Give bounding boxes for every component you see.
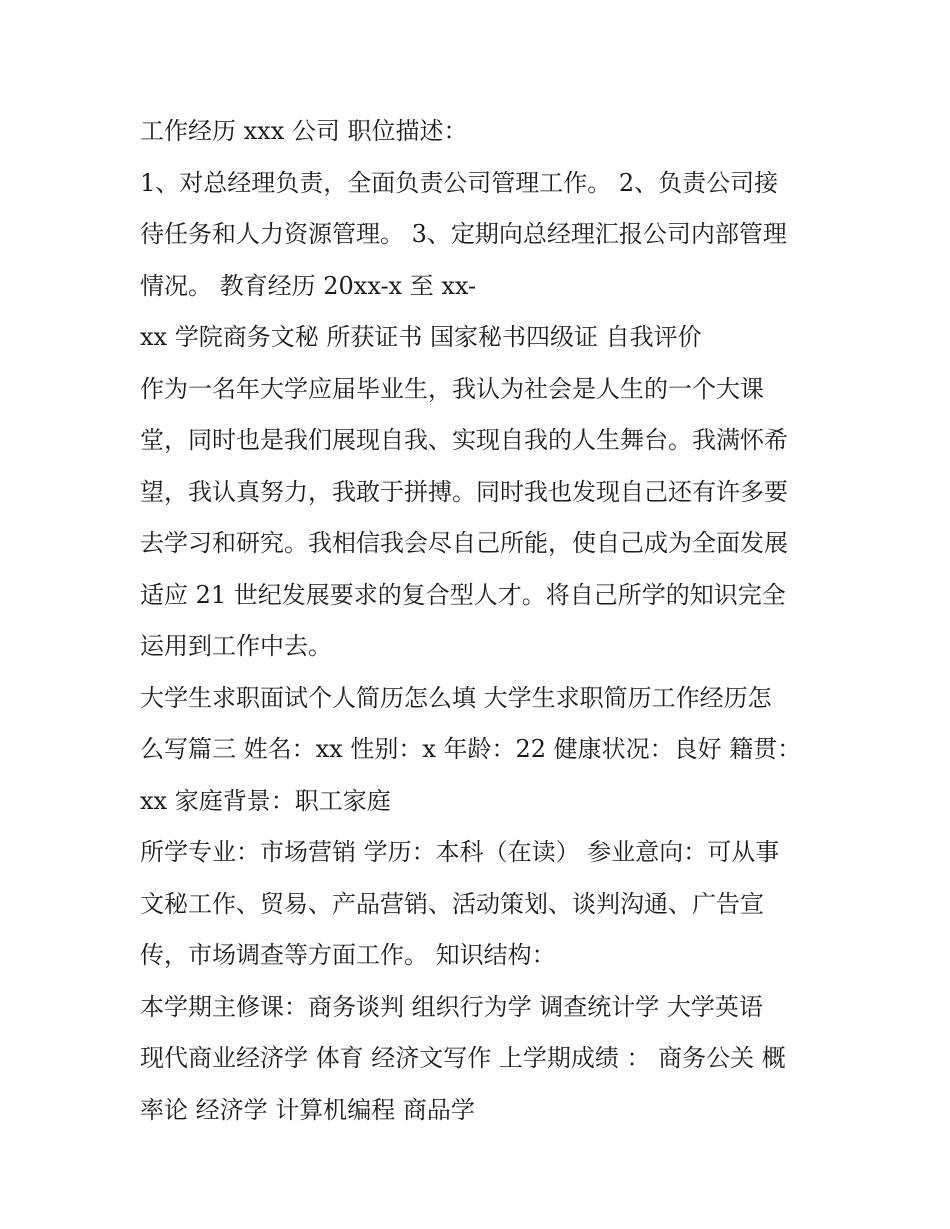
text-line: 本学期主修课：商务谈判 组织行为学 调查统计学 大学英语: [140, 992, 763, 1021]
text-line: 率论 经济学 计算机编程 商品学: [140, 1095, 475, 1124]
text-line: 大学生求职面试个人简历怎么填 大学生求职简历工作经历怎: [140, 683, 772, 712]
text-line: 适应 21 世纪发展要求的复合型人才。将自己所学的知识完全: [140, 580, 786, 609]
text-line: 所学专业：市场营销 学历：本科（在读） 参业意向：可从事: [140, 838, 780, 866]
text-line: 情况。 教育经历 20xx-x 至 xx-: [140, 271, 477, 300]
text-line: 待任务和人力资源管理。 3、定期向总经理汇报公司内部管理: [140, 220, 787, 248]
text-line: 运用到工作中去。: [140, 632, 332, 660]
body-text: [140, 106, 820, 1136]
text-line: 作为一名年大学应届毕业生，我认为社会是人生的一个大课: [140, 374, 764, 403]
text-line: 望，我认真努力，我敢于拼搏。同时我也发现自己还有许多要: [140, 477, 788, 506]
text-line: xx 学院商务文秘 所获证书 国家秘书四级证 自我评价: [140, 323, 702, 351]
text-line: 1、对总经理负责，全面负责公司管理工作。 2、负责公司接: [140, 168, 779, 197]
text-line: 文秘工作、贸易、产品营销、活动策划、谈判沟通、广告宣: [140, 889, 764, 918]
text-line: 去学习和研究。我相信我会尽自己所能，使自己成为全面发展: [140, 529, 788, 557]
text-line: xx 家庭背景：职工家庭: [140, 786, 391, 815]
text-line: 现代商业经济学 体育 经济文写作 上学期成绩 ： 商务公关 概: [140, 1044, 786, 1072]
text-line: 堂，同时也是我们展现自我、实现自我的人生舞台。我满怀希: [140, 426, 788, 454]
text-line: 么写篇三 姓名：xx 性别：x 年龄：22 健康状况：良好 籍贯：: [140, 735, 802, 763]
text-line: 传，市场调查等方面工作。 知识结构：: [140, 941, 556, 969]
text-line: 工作经历 xxx 公司 职位描述：: [140, 117, 468, 145]
